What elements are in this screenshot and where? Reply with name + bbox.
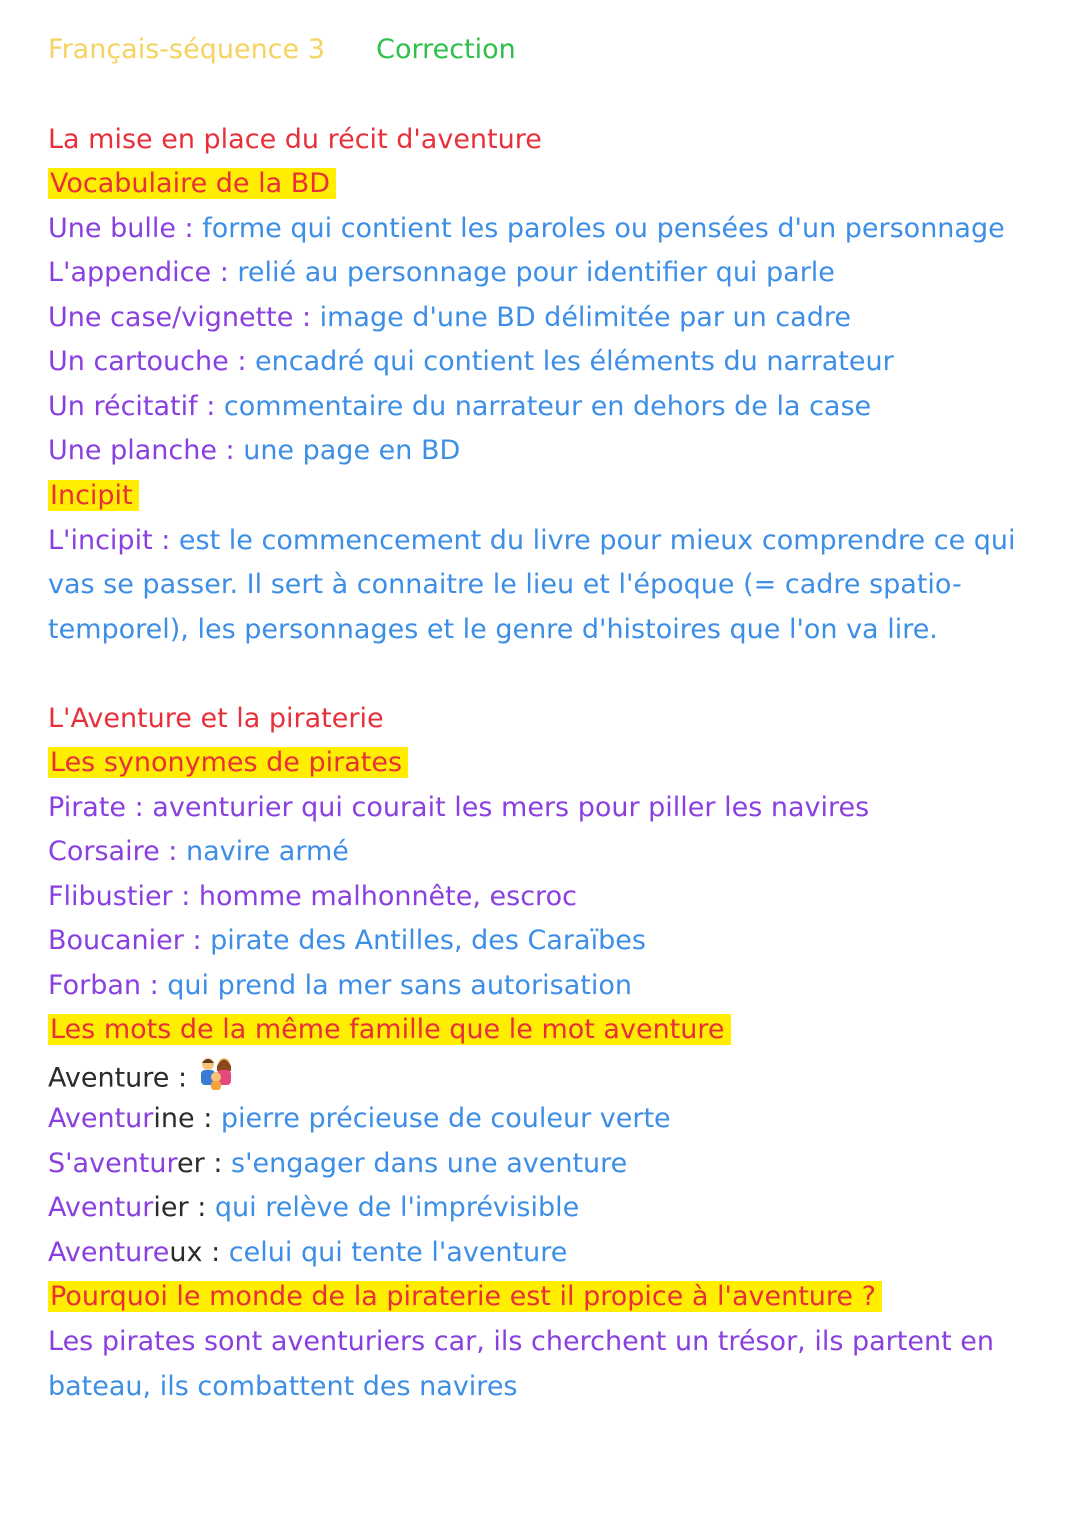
family-item: Aventure : [48, 1055, 236, 1095]
family-item: S'aventurer : s'engager dans une aventure [48, 1148, 628, 1179]
section2-title: L'Aventure et la piraterie [48, 703, 384, 734]
header [48, 30, 516, 70]
incipit-line: vas se passer. Il sert à connaitre le lieu et l'époque (= cadre spatio- [48, 569, 962, 600]
family-icon [196, 1055, 236, 1103]
vocab-item: Une bulle : forme qui contient les paroles ou pensées d'un personnage [48, 213, 1005, 244]
synonym-item: Flibustier : homme malhonnête, escroc [48, 881, 577, 912]
synonym-item: Boucanier : pirate des Antilles, des Caraïbes [48, 925, 646, 956]
section1-title: La mise en place du récit d'aventure [48, 124, 542, 155]
incipit-heading: Incipit [48, 476, 139, 516]
incipit-line: L'incipit : est le commencement du livre pour mieux comprendre ce qui [48, 525, 1016, 556]
subject-title: Français-séquence 3 [48, 34, 325, 65]
vocab-item: L'appendice : relié au personnage pour identifier qui parle [48, 257, 835, 288]
family-item: Aventurine : pierre précieuse de couleur verte [48, 1103, 671, 1134]
answer-line: Les pirates sont aventuriers car, ils cherchent un trésor, ils partent en [48, 1326, 994, 1357]
incipit-line: temporel), les personnages et le genre d'histoires que l'on va lire. [48, 614, 938, 645]
status-label: Correction [376, 34, 516, 65]
vocab-item: Un cartouche : encadré qui contient les éléments du narrateur [48, 346, 894, 377]
synonyms-heading: Les synonymes de pirates [48, 743, 408, 783]
answer-line: bateau, ils combattent des navires [48, 1371, 518, 1402]
synonym-item: Corsaire : navire armé [48, 836, 349, 867]
vocab-item: Un récitatif : commentaire du narrateur en dehors de la case [48, 391, 872, 422]
vocab-item: Une planche : une page en BD [48, 435, 461, 466]
vocab-item: Une case/vignette : image d'une BD délimitée par un cadre [48, 302, 851, 333]
question-heading: Pourquoi le monde de la piraterie est il propice à l'aventure ? [48, 1277, 882, 1317]
synonym-item: Pirate : aventurier qui courait les mers pour piller les navires [48, 792, 870, 823]
family-item: Aventurier : qui relève de l'imprévisible [48, 1192, 580, 1223]
family-item: Aventureux : celui qui tente l'aventure [48, 1237, 568, 1268]
vocab-heading: Vocabulaire de la BD [48, 164, 336, 204]
family-heading: Les mots de la même famille que le mot aventure [48, 1010, 731, 1050]
synonym-item: Forban : qui prend la mer sans autorisation [48, 970, 632, 1001]
